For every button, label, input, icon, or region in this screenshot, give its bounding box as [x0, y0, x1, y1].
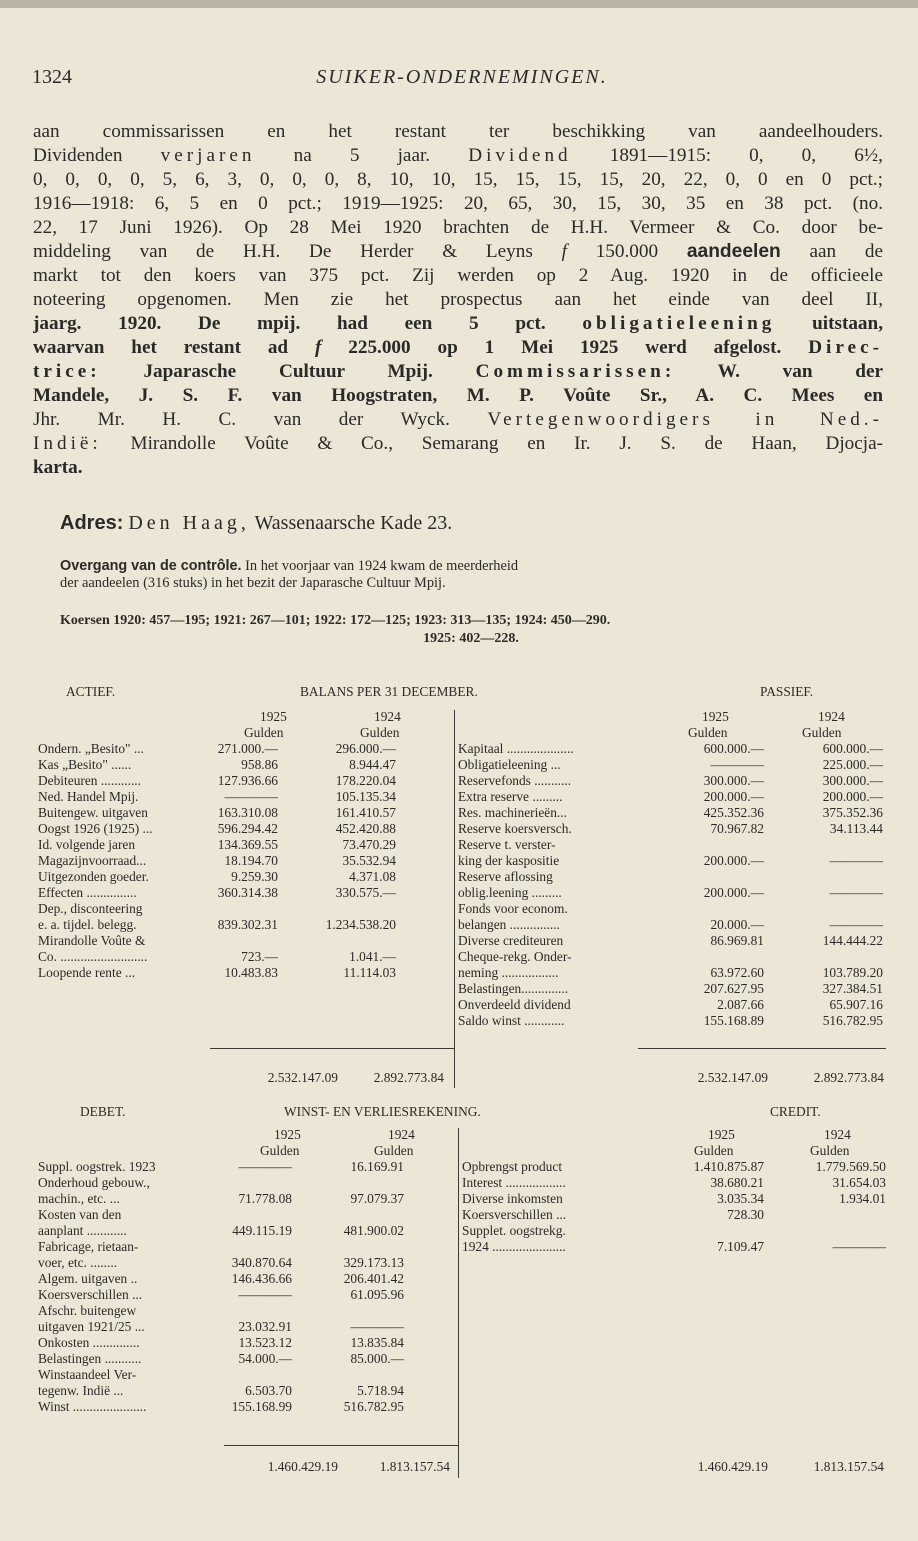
value-1924: 600.000.—	[822, 741, 883, 756]
row-label: Debiteuren ............	[38, 773, 142, 788]
row-label: e. a. tijdel. belegg.	[38, 917, 137, 932]
value-1925: 271.000.—	[217, 741, 278, 756]
value-1924: 8.944.47	[349, 757, 396, 772]
text-line: middeling van de H.H. De Herder & Leyns f 150.000 aandeelen aan de	[33, 241, 883, 262]
value-1925: 13.523.12	[238, 1335, 292, 1350]
table-row	[38, 949, 886, 965]
text-line: 22, 17 Juni 1926). Op 28 Mei 1920 brachten de H.H. Vermeer & Co. door be-	[33, 217, 883, 238]
value-1925: 728.30	[727, 1207, 764, 1222]
row-label: Obligatieleening ...	[458, 757, 561, 772]
text-line: noteering opgenomen. Men zie het prospectus aan het einde van deel II,	[33, 289, 883, 310]
table-row	[38, 869, 886, 885]
value-1924: 327.384.51	[822, 981, 883, 996]
row-label: Winst ......................	[38, 1399, 147, 1414]
value-1924: ————	[829, 853, 883, 868]
row-label: Opbrengst product	[462, 1159, 563, 1174]
value-1925: ————	[238, 1159, 292, 1174]
value-1924: 481.900.02	[343, 1223, 404, 1238]
table-row	[38, 853, 886, 869]
value-1925: 18.194.70	[224, 853, 278, 868]
balance-totals: 2.532.147.09 2.892.773.84 2.532.147.09 2.892.773.84	[267, 1070, 884, 1085]
row-label: voer, etc. ........	[38, 1255, 118, 1270]
row-label: Kas „Besito" ......	[38, 757, 132, 772]
table-row	[38, 981, 886, 997]
value-1925: 70.967.82	[710, 821, 764, 836]
koersen-line: Koersen 1920: 457—195; 1921: 267—101; 1922: 172—125; 1923: 313—135; 1924: 450—290.	[60, 613, 611, 628]
row-label: Reserve t. verster-	[458, 837, 556, 852]
value-1925: 10.483.83	[224, 965, 278, 980]
value-1925: 340.870.64	[231, 1255, 292, 1270]
row-label: Supplet. oogstrekg.	[462, 1223, 566, 1238]
koersen-line: 1925: 402—228.	[423, 631, 519, 646]
value-1925: 958.86	[241, 757, 278, 772]
row-label: oblig.leening .........	[458, 885, 562, 900]
table-row	[38, 1351, 886, 1367]
value-1925: 38.680.21	[710, 1175, 764, 1190]
passief-title: PASSIEF.	[760, 684, 814, 699]
table-row	[38, 837, 886, 853]
row-label: tegenw. Indië ...	[38, 1383, 124, 1398]
value-1925: 449.115.19	[232, 1223, 292, 1238]
value-1925: 6.503.70	[245, 1383, 292, 1398]
value-1925: 134.369.55	[217, 837, 278, 852]
value-1925: 1.410.875.87	[693, 1159, 764, 1174]
value-1925: 839.302.31	[217, 917, 278, 932]
value-1924: 1.779.569.50	[815, 1159, 886, 1174]
row-label: Onkosten ..............	[38, 1335, 140, 1350]
table-row	[38, 901, 886, 917]
table-row	[38, 1175, 886, 1191]
page-header	[32, 66, 892, 92]
balance-titles	[38, 684, 886, 700]
value-1924: 375.352.36	[822, 805, 883, 820]
pl-units: Gulden Gulden Gulden Gulden	[260, 1143, 850, 1158]
table-row	[38, 789, 886, 805]
text-line: trice: Japarasche Cultuur Mpij. Commissarissen: W. van der	[33, 361, 883, 382]
row-label: Belastingen ...........	[38, 1351, 142, 1366]
row-label: Winstaandeel Ver-	[38, 1367, 137, 1382]
text-line: Dividenden verjaren na 5 jaar. Dividend 1891—1915: 0, 0, 6½,	[33, 145, 883, 166]
value-1924: ————	[350, 1319, 404, 1334]
profit-loss-account	[38, 1104, 886, 1484]
value-1925: 200.000.—	[703, 789, 764, 804]
value-1924: 296.000.—	[335, 741, 396, 756]
value-1925: 2.087.66	[717, 997, 764, 1012]
value-1924: 300.000.—	[822, 773, 883, 788]
value-1924: 105.135.34	[335, 789, 396, 804]
value-1924: 1.041.—	[349, 949, 396, 964]
text-line: Jhr. Mr. H. C. van der Wyck. Vertegenwoordigers in Ned.-	[33, 409, 883, 430]
value-1924: 16.169.91	[350, 1159, 404, 1174]
value-1925: 71.778.08	[238, 1191, 292, 1206]
value-1924: 97.079.37	[350, 1191, 404, 1206]
value-1924: ————	[832, 1239, 886, 1254]
value-1925: 9.259.30	[231, 869, 278, 884]
row-label: Reserve aflossing	[458, 869, 553, 884]
total-rule	[638, 1048, 886, 1049]
table-row	[38, 933, 886, 949]
value-1925: 7.109.47	[717, 1239, 764, 1254]
row-label: Id. volgende jaren	[38, 837, 136, 852]
value-1924: 330.575.—	[335, 885, 396, 900]
value-1924: 35.532.94	[342, 853, 396, 868]
text-line: waarvan het restant ad f 225.000 op 1 Mei 1925 werd afgelost. Direc-	[33, 337, 883, 358]
value-1925: 3.035.34	[717, 1191, 764, 1206]
company-paragraph	[33, 120, 883, 480]
value-1925: 54.000.—	[238, 1351, 292, 1366]
row-label: Koersverschillen ...	[38, 1287, 143, 1302]
balance-units: Gulden Gulden Gulden Gulden	[244, 725, 842, 740]
row-label: Interest ..................	[462, 1175, 566, 1190]
row-label: Diverse crediteuren	[458, 933, 564, 948]
table-row	[38, 1239, 886, 1255]
value-1925: 360.314.38	[217, 885, 278, 900]
total-rule	[210, 1048, 455, 1049]
table-row	[38, 1013, 886, 1029]
row-label: Oogst 1926 (1925) ...	[38, 821, 153, 836]
row-label: Loopende rente ...	[38, 965, 136, 980]
actief-title: ACTIEF.	[66, 684, 116, 699]
table-row	[38, 773, 886, 789]
page-number: 1324	[32, 66, 72, 88]
value-1924: 4.371.08	[349, 869, 396, 884]
debet-title: DEBET.	[80, 1104, 126, 1119]
table-row	[38, 1255, 886, 1271]
row-label: Cheque-rekg. Onder-	[458, 949, 572, 964]
value-1924: 11.114.03	[343, 965, 396, 980]
table-row	[38, 965, 886, 981]
row-label: Mirandolle Voûte &	[38, 933, 146, 948]
row-label: Onverdeeld dividend	[458, 997, 571, 1012]
value-1924: ————	[829, 885, 883, 900]
value-1924: 31.654.03	[832, 1175, 886, 1190]
value-1925: 163.310.08	[217, 805, 278, 820]
table-row	[38, 917, 886, 933]
value-1924: 161.410.57	[335, 805, 396, 820]
table-row	[38, 1287, 886, 1303]
table-row	[38, 821, 886, 837]
balance-years: 1925 1924 1925 1924	[260, 709, 845, 724]
total-rule	[224, 1445, 458, 1446]
text-line: Mandele, J. S. F. van Hoogstraten, M. P. Voûte Sr., A. C. Mees en	[33, 385, 883, 406]
row-label: Belastingen..............	[458, 981, 569, 996]
row-label: Afschr. buitengew	[38, 1303, 137, 1318]
value-1924: 516.782.95	[343, 1399, 404, 1414]
value-1925: 425.352.36	[703, 805, 764, 820]
value-1924: 13.835.84	[350, 1335, 404, 1350]
row-label: Saldo winst ............	[458, 1013, 565, 1028]
row-label: uitgaven 1921/25 ...	[38, 1319, 145, 1334]
value-1924: 206.401.42	[343, 1271, 404, 1286]
row-label: Onderhoud gebouw.,	[38, 1175, 150, 1190]
value-1924: 1.234.538.20	[325, 917, 396, 932]
row-label: Algem. uitgaven ..	[38, 1271, 138, 1286]
table-row	[38, 1223, 886, 1239]
table-row	[38, 1207, 886, 1223]
row-label: Buitengew. uitgaven	[38, 805, 148, 820]
row-label: Extra reserve .........	[458, 789, 563, 804]
table-row	[38, 741, 886, 757]
row-label: Reserve koersversch.	[458, 821, 572, 836]
value-1925: 23.032.91	[238, 1319, 292, 1334]
table-row	[38, 1335, 886, 1351]
row-label: Fonds voor econom.	[458, 901, 568, 916]
row-label: Co. ..........................	[38, 949, 148, 964]
row-label: Res. machinerieën...	[458, 805, 567, 820]
value-1925: 596.294.42	[217, 821, 278, 836]
value-1925: 207.627.95	[703, 981, 764, 996]
value-1924: 329.173.13	[343, 1255, 404, 1270]
table-row	[38, 1367, 886, 1383]
value-1925: 200.000.—	[703, 885, 764, 900]
value-1925: 127.936.66	[217, 773, 278, 788]
value-1924: 1.934.01	[839, 1191, 886, 1206]
row-label: Kapitaal ....................	[458, 741, 574, 756]
balance-divider	[454, 710, 455, 1088]
pl-totals: 1.460.429.19 1.813.157.54 1.460.429.19 1.813.157.54	[267, 1459, 884, 1474]
pl-title: WINST- EN VERLIESREKENING.	[284, 1104, 481, 1119]
value-1925: 63.972.60	[710, 965, 764, 980]
value-1925: 86.969.81	[710, 933, 764, 948]
row-label: neming .................	[458, 965, 559, 980]
value-1925: ————	[710, 757, 764, 772]
text-line: 1916—1918: 6, 5 en 0 pct.; 1919—1925: 20, 65, 30, 15, 30, 35 en 38 pct. (no.	[33, 193, 883, 214]
value-1925: 20.000.—	[710, 917, 764, 932]
value-1924: 178.220.04	[335, 773, 396, 788]
value-1925: 146.436.66	[231, 1271, 292, 1286]
text-line: markt tot den koers van 375 pct. Zij werden op 2 Aug. 1920 in de officieele	[33, 265, 883, 286]
address-line: Adres: Den Haag, Wassenaarsche Kade 23.	[60, 512, 453, 534]
pl-years: 1925 1924 1925 1924	[274, 1127, 851, 1142]
row-label: Koersverschillen ...	[462, 1207, 567, 1222]
value-1924: 516.782.95	[822, 1013, 883, 1028]
text-line: jaarg. 1920. De mpij. had een 5 pct. obligatieleening uitstaan,	[33, 313, 883, 334]
table-row	[38, 1191, 886, 1207]
value-1925: 200.000.—	[703, 853, 764, 868]
row-label: Ondern. „Besito" ...	[38, 741, 144, 756]
overgang-line-2: der aandeelen (316 stuks) in het bezit der Japarasche Cultuur Mpij.	[60, 575, 446, 591]
row-label: belangen ...............	[458, 917, 560, 932]
overgang-line: Overgang van de contrôle. In het voorjaar van 1924 kwam de meerderheid	[60, 558, 519, 574]
value-1924: 225.000.—	[822, 757, 883, 772]
credit-title: CREDIT.	[770, 1104, 821, 1119]
value-1925: 600.000.—	[703, 741, 764, 756]
table-row	[38, 1399, 886, 1415]
table-row	[38, 1271, 886, 1287]
table-row	[38, 1159, 886, 1175]
text-line: aan commissarissen en het restant ter beschikking van aandeelhouders.	[33, 121, 883, 142]
table-row	[38, 997, 886, 1013]
table-row	[38, 805, 886, 821]
table-row	[38, 1383, 886, 1399]
row-label: machin., etc. ...	[38, 1191, 120, 1206]
text-line: 0, 0, 0, 0, 5, 6, 3, 0, 0, 0, 8, 10, 10, 15, 15, 15, 15, 20, 22, 0, 0 en 0 pct.;	[33, 169, 883, 190]
row-label: Reservefonds ...........	[458, 773, 572, 788]
balance-sheet	[38, 684, 886, 1094]
row-label: Dep., disconteering	[38, 901, 143, 916]
row-label: king der kaspositie	[458, 853, 560, 868]
table-row	[38, 757, 886, 773]
pl-titles	[38, 1104, 886, 1120]
value-1925: ————	[238, 1287, 292, 1302]
row-label: Effecten ...............	[38, 885, 137, 900]
row-label: Diverse inkomsten	[462, 1191, 563, 1206]
value-1924: 144.444.22	[822, 933, 883, 948]
value-1924: 65.907.16	[829, 997, 883, 1012]
table-row	[38, 885, 886, 901]
text-line: Indië: Mirandolle Voûte & Co., Semarang en Ir. J. S. de Haan, Djocja-	[33, 433, 883, 454]
pl-divider	[458, 1128, 459, 1478]
value-1925: 300.000.—	[703, 773, 764, 788]
row-label: Magazijnvoorraad...	[38, 853, 147, 868]
value-1924: 73.470.29	[342, 837, 396, 852]
row-label: Fabricage, rietaan-	[38, 1239, 139, 1254]
value-1924: ————	[829, 917, 883, 932]
value-1924: 200.000.—	[822, 789, 883, 804]
value-1924: 103.789.20	[822, 965, 883, 980]
value-1924: 5.718.94	[357, 1383, 404, 1398]
running-title: SUIKER-ONDERNEMINGEN.	[316, 66, 608, 88]
row-label: Uitgezonden goeder.	[38, 869, 149, 884]
value-1925: 723.—	[241, 949, 278, 964]
row-label: aanplant ............	[38, 1223, 127, 1238]
top-border	[0, 0, 918, 8]
value-1924: 61.095.96	[350, 1287, 404, 1302]
value-1924: 452.420.88	[335, 821, 396, 836]
row-label: Ned. Handel Mpij.	[38, 789, 139, 804]
value-1925: ————	[224, 789, 278, 804]
row-label: 1924 ......................	[462, 1239, 566, 1254]
table-row	[38, 1303, 886, 1319]
value-1924: 85.000.—	[350, 1351, 404, 1366]
value-1925: 155.168.99	[231, 1399, 292, 1414]
row-label: Kosten van den	[38, 1207, 122, 1222]
value-1924: 34.113.44	[829, 821, 883, 836]
balans-title: BALANS PER 31 DECEMBER.	[300, 684, 478, 699]
text-line: karta.	[33, 457, 83, 478]
koersen	[60, 612, 882, 648]
table-row	[38, 1319, 886, 1335]
row-label: Suppl. oogstrek. 1923	[38, 1159, 156, 1174]
value-1925: 155.168.89	[703, 1013, 764, 1028]
